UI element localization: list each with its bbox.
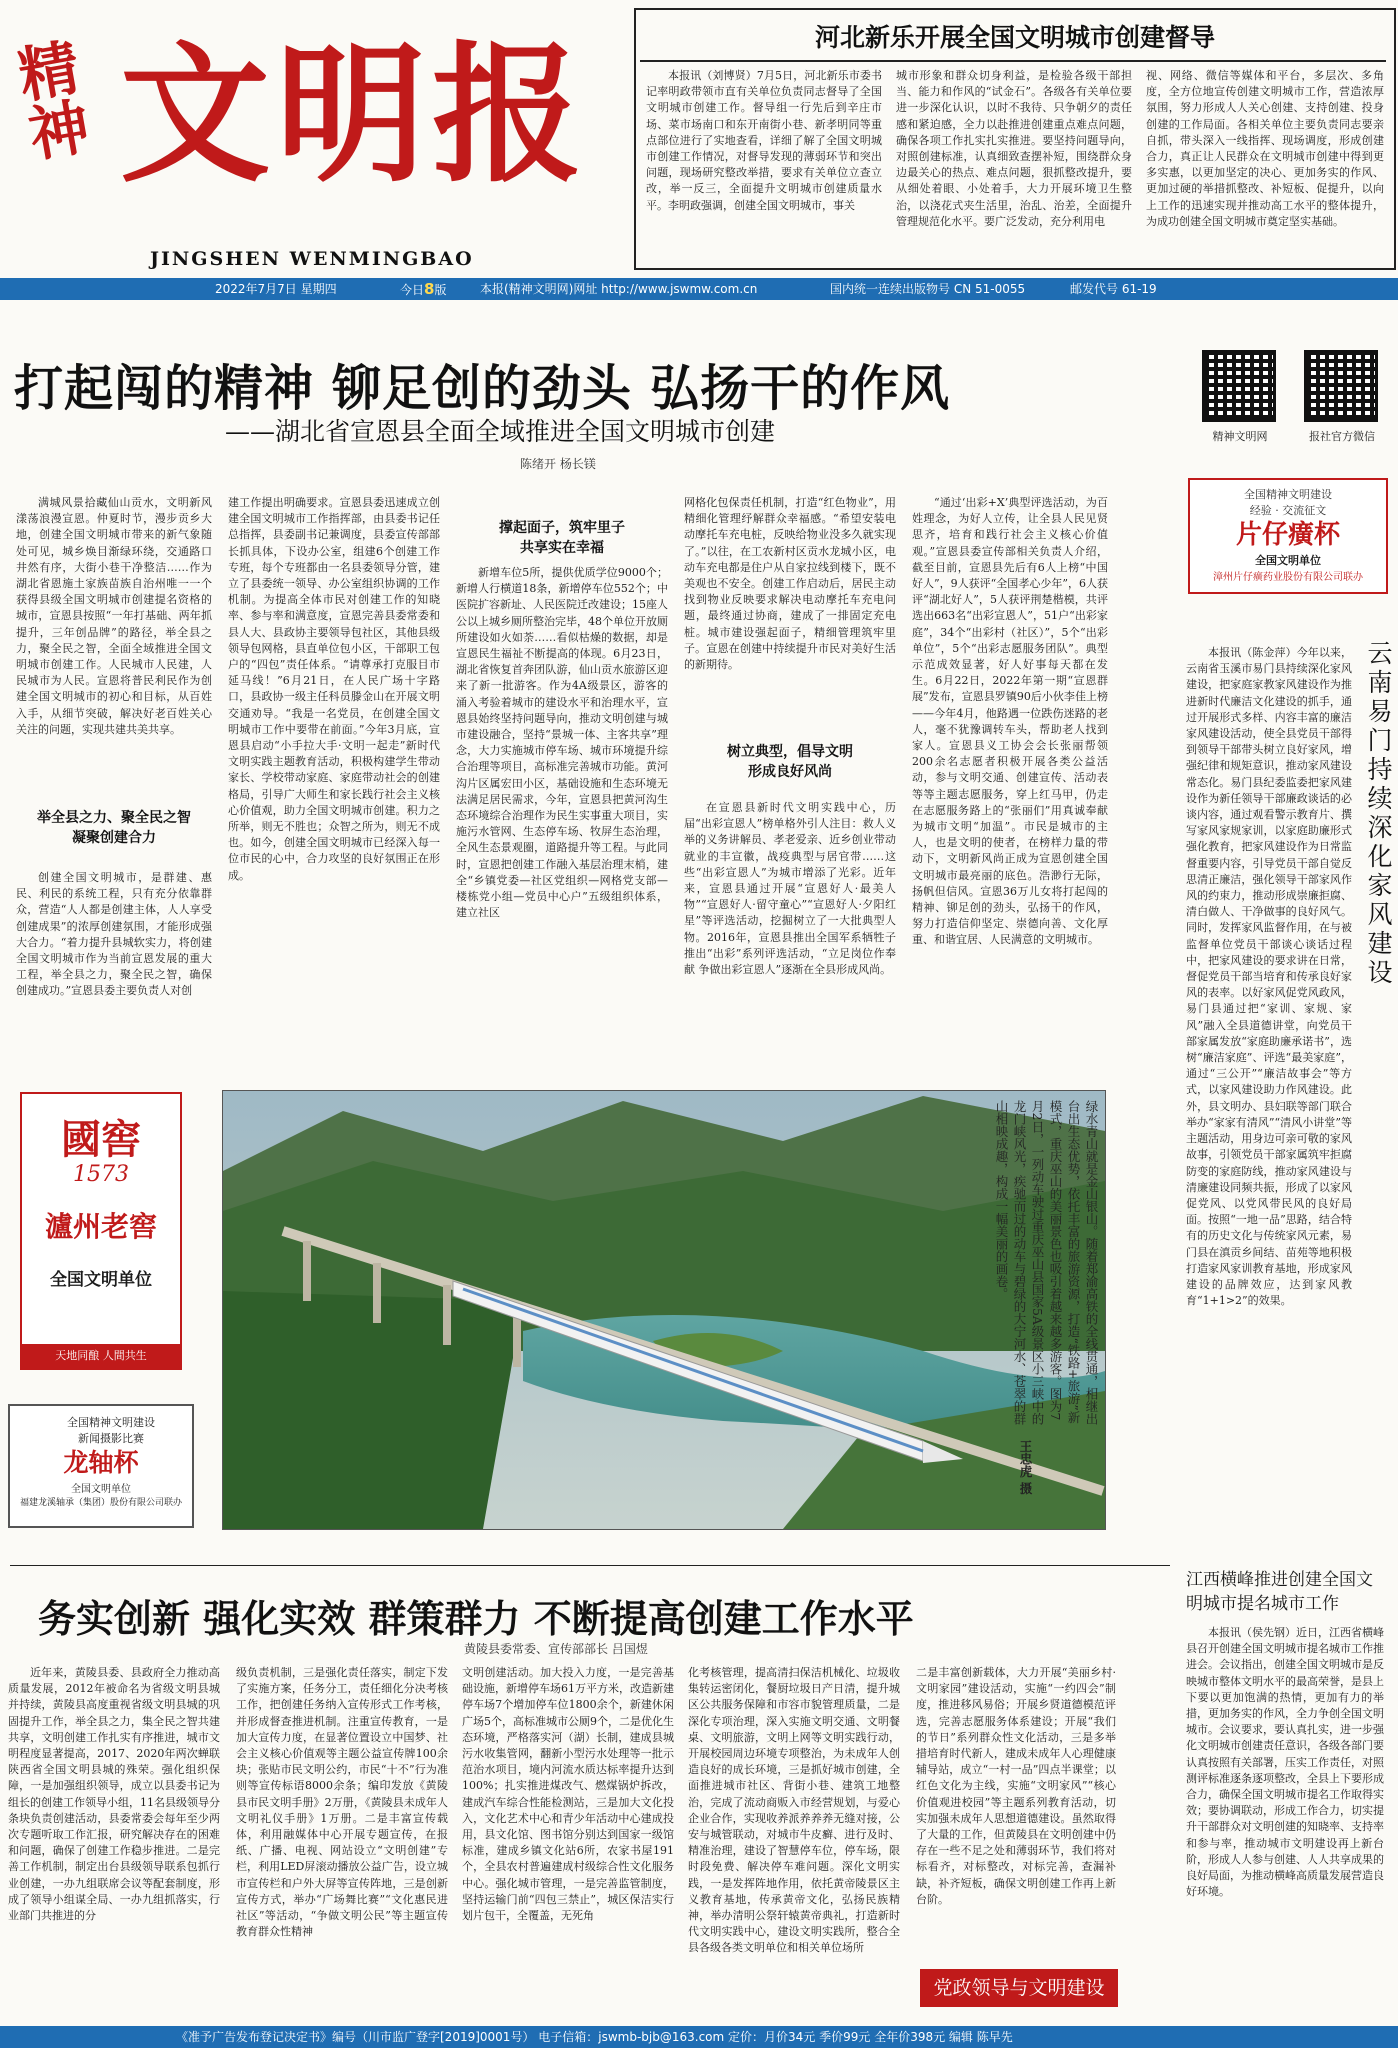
lead-subhead-2: 撑起面子，筑牢里子 共享实在幸福 <box>499 520 625 556</box>
pianzihuang-ad[interactable]: 全国精神文明建设 经验 · 交流征文 片仔癀杯 全国文明单位 漳州片仔癀药业股份有限公司联办 <box>1188 478 1388 594</box>
masthead-pinyin: JINGSHEN WENMINGBAO <box>150 248 474 270</box>
second-col-2: 级负责机制，三是强化责任落实，制定下发了实施方案，任务分工，责任细化分决考核工作，把创建任务纳入宣传形式工作考核，并形成督查推进机制。注重宣传教育，一是加大宣传力度，在显著位置设立中国梦、社会主义核心价值观等主题公益宣传牌100余块；张贴市民文明公约，市民“十不”行为准则等宣传标语8000余条；编印发放《黄陵县市民文明手册》2万册，《黄陵县未成年人文明礼仪手册》1万册。二是丰富宣传载体，利用融媒体中心开展专题宣传，在报纸、广播、电视、网站设立“文明创建”专栏，利用LED屏滚动播放公益广告，设立城市宣传栏和户外大屏等宣传阵地，三是创新宣传方式，举办“广场舞比赛”“文化惠民进社区”等活动，“争做文明公民”等主题宣传教育群众性精神 <box>236 1666 448 1939</box>
lead-byline: 陈绪开 杨长镁 <box>520 457 596 471</box>
lead-col-4b: 在宣恩县新时代文明实践中心，历届“出彩宣恩人”榜单格外引人注目：救人义举的义务讲解员、孝老爱亲、近乡创业带动就业的丰宣徽，战疫典型与居官带……这些“出彩宣恩人”为城市增添了光彩。近年来，宣恩县通过开展“宣恩好人·最美人物”“宣恩好人·留守童心”“宣恩好人·夕阳红星”等评选活动，挖掘树立了一大批典型人物。2016年，宣恩县推出全国军系牺牲子推出“出彩”系列评选活动，“立足岗位作奉献 争做出彩宣恩人”逐渐在全县形成风尚。 <box>684 801 896 977</box>
jiangxi-body: 本报讯（侯先钢）近日，江西省横峰县召开创建全国文明城市提名城市工作推进会。会议指出，创建全国文明城市是反映城市整体文明水平的最高荣誉，是县上下要以更加饱满的热情，更加有力的举措，更加务实的作风，全力争创全国文明城市。会议要求，要认真扎实，进一步强化文明城市创建责任意识，各级各部门要认真按照有关部署，压实工作责任，对照测评标准逐条逐项整改，全县上下要形成合力，确保全国文明城市提名工作取得实效；要协调联动，形成工作合力，切实提升干部群众对文明创建的知晓率、支持率和参与率，推动城市文明建设再上新台阶，形成人人参与创建、人人共享成果的良好局面，为推动横峰高质量发展营造良好环境。 <box>1186 1626 1384 1899</box>
second-byline: 黄陵县委常委、宣传部部长 吕国煜 <box>464 1642 648 1656</box>
masthead-vertical-logo: 精神 <box>3 34 94 166</box>
cn-number: 国内统一连续出版物号 CN 51-0055 <box>830 282 1026 296</box>
second-col-4: 化考核管理，提高清扫保洁机械化、垃圾收集转运密闭化，餐厨垃圾日产日清，提升城区公共服务保障和市容市貌管理质量，二是深化专项治理，深入实施文明交通、文明餐桌、文明旅游，文明上网等文明实践行动，开展校园周边环境专项整治，为未成年人创造良好的成长环境，三是抓好城市创建，全面推进城市社区、背街小巷、建筑工地整治，完成了流动商贩入市经营规划，与爱心企业合作，实现收养派养养养无缝对接，公安与城管联动，对城市牛皮癣、进行及时、精准治理，建设了智慧停车位，停车场，限时段免费、解决停车难问题。深化文明实践，一是发挥阵地作用，依托黄帝陵景区主义教育基地，传承黄帝文化，弘扬民族精神，举办清明公祭轩辕黄帝典礼，打造新时代文明实践中心，建设文明实践所，整合全县各级各类文明单位和相关单位场所 <box>688 1666 900 1955</box>
top-story-col-3: 视、网络、微信等媒体和平台，多层次、多角度，全方位地宣传创建文明城市工作，营造浓厚氛围，努力形成人人关心创建、支持创建、投身创建的工作局面。各相关单位主要负责同志要亲自抓，带头深入一线指挥、现场调度，形成创建合力，真正让人民群众在文明城市创建中得到更多实惠，以更加坚定的决心、更加务实的作风、更加过硬的举措抓整改、补短板、促提升，以向上工作的迅速实现并推动高工水平的整体提升，为成功创建全国文明城市奠定坚实基础。 <box>1146 69 1384 228</box>
guojiao-logo: 國窖 <box>61 1116 141 1163</box>
issue-date: 2022年7月7日 星期四 <box>215 282 337 296</box>
qr-code-website[interactable] <box>1202 350 1276 422</box>
second-col-1: 近年来，黄陵县委、县政府全力推动高质量发展，2012年被命名为省级文明县城并持续，黄陵县高度重视省级文明县城的巩固提升工作，举全县之力，集全民之智共建共享，文明创建工作扎实有序推进，城市文明程度显著提高，2017、2020年两次蝉联陕西省全国文明县城的殊荣。强化组织保障，一是加强组织领导，成立以县委书记为组长的创建工作领导小组，11名县级领导分条块负责创建活动，县委常委会每年至少两次专题听取工作汇报，研究解决存在的困难和问题，确保了创建工作稳步推进。二是完善工作机制，制定出台县级领导联系包抓行业创建，一办九组联席会议等配套制度，形成了领导小组谋全局、一办九组抓落实，行业部门共推进的分 <box>8 1666 220 1923</box>
longzhou-ad[interactable]: 全国精神文明建设 新闻摄影比赛 龙轴杯 全国文明单位 福建龙溪轴承（集团）股份有限公司联办 <box>8 1404 194 1528</box>
pages-count: 今日8版 <box>400 280 447 298</box>
second-col-3: 文明创建活动。加大投入力度，一是完善基础设施，新增停车场61万平方米，改造新建停车场7个增加停车位1800余个，新建休闲广场5个，高标准城市公厕9个，二是优化生态环境，严格落实河（湖）长制，建成县城污水收集管网，翻新小型污水处理等一批示范治水项目，境内河流水质达标率提升达到100%；扎实推进煤改气、燃煤锅炉拆改，建成汽车综合性能检测站，三是加大文化投入，文化艺术中心和青少年活动中心建成投用，县文化馆、图书馆分别达到国家一级馆标准，建成乡镇文化站6所，农家书屋191个，全县农村普遍建成村级综合性文化服务中心。强化城市管理，一是完善监管制度，坚持运输门前“四包三禁止”，城区保洁实行划片包干，全覆盖，无死角 <box>462 1666 674 1923</box>
top-story-col-2: 城市形象和群众切身利益，是检验各级干部担当、能力和作风的“试金石”。各级各有关单位要进一步深化认识，以时不我待、只争朝夕的责任感和紧迫感，全力以赴推进创建重点难点问题，确保各项工作扎实扎实推进。要坚持问题导向，对照创建标准，认真细致查摆补短，围绕群众身边最关心的热点、难点问题，狠抓整改提升，要从细处着眼、小处着手，大力开展环境卫生整治，以浇花式夹生活里，治乱、治差，全面提升管理规范化水平。要广泛发动，充分利用电 <box>896 69 1132 228</box>
lead-col-5: “通过‘出彩+X’典型评选活动，为百姓理念，为好人立传，让全县人民见贤思齐，培育和践行社会主义核心价值观。”宣恩县委宣传部相关负责人介绍，截至目前，宣恩县先后有6人上榜“中国好人”，9人获评“全国孝心少年”，6人获评“湖北好人”，5人获评荆楚楷模，共评选出663名“出彩宣恩人”，51户“出彩家庭”，34个“出彩村（社区）”，5个“出彩单位”，5个“出彩志愿服务团队”。典型示范成效显著，好人好事每天都在发生。6月22日，2022年第一期“宣恩群展”发布，宣恩县罗镇90后小伙李佳上榜——今年4月，他路遇一位跌伤迷路的老人，毫不犹豫调转车头，帮助老人找到家人。宣恩县义工协会会长张丽帮领200余名志愿者积极开展各类公益活动，参与文明交通、创建宣传、活动表等等主题志愿服务，穿上红马甲，仍走在志愿服务路上的“张丽们”用真诚奉献为城市文明“加温”。市民是城市的主人，也是文明的使者，在榜样力量的带动下，文明新风尚正成为宣恩创建全国文明城市最亮丽的底色。浩渺行无际，扬帆但信风。宣恩36万儿女将打起闯的精神、铆足创的劲头，弘扬干的作风，努力打造信仰坚定、崇德向善、文化厚重、和谐宜居、人民满意的文明城市。 <box>912 496 1108 947</box>
top-story-box <box>634 8 1396 270</box>
photo-caption: 绿水青山就是金山银山。随着郑渝高铁的全线贯通，相继出台出生态优势，依托丰富的旅游资源，打造“铁路+旅游”新模式，重庆巫山的美丽景色也吸引着越来越多游客。图为7月2日，一列动车驶过重庆巫山县国家5A级景区小三峡中的龙门峡风光，疾驰而过的动车与碧绿的大宁河水、苍翠的群山相映成趣，构成一幅美丽的画卷。 <box>994 1100 1099 1425</box>
photo-credit: 王忠虎 摄 <box>1018 1440 1033 1495</box>
side-story-body: 本报讯（陈金萍）今年以来，云南省玉溪市易门县持续深化家风建设，把家庭家教家风建设作为推进新时代廉洁文化建设的抓手，通过开展形式多样、内容丰富的廉洁家风建设活动，使全县党员干部得到领导干部带头树立良好家风，增强纪律和规矩意识，推动家风建设常态化。易门县纪委监委把家风建设作为新任领导干部廉政谈话的必谈内容，通过观看警示教育片、撰写家风家规家训，以家庭助廉形式强化教育，把家风建设作为日常监督重要内容，引导党员干部自觉反思清正廉洁，强化领导干部家风作风的约束力，推动形成崇廉拒腐、清白做人、干净做事的良好风气。同时，发挥家风监督作用，在与被监督单位党员干部谈心谈话过程中，把家风建设的要求讲在日常，督促党员干部当培育和传承良好家风的表率。以好家风促党风政风，易门县通过把“家训、家规、家风”融入全县道德讲堂，向党员干部家属发放“家庭助廉承诺书”，选树“廉洁家庭”、评选“最美家庭”，通过“三公开”“廉洁故事会”等方式，以家风建设助力作风建设。此外，县文明办、县妇联等部门联合举办“家家有清风”“清风小讲堂”等主题活动，用身边可亲可敬的家风故事，引领党员干部家属筑牢拒腐防变的家庭防线，推动家风建设与清廉建设同频共振，形成了以家风促党风、以党风带民风的良好局面。按照“一地一品”思路，结合特有的历史文化与传统家风元素，易门县在滇贡乡间结、苗苑等地积极打造家风家训教育基地，形成家风建设的品牌效应，达到家风教育“1+1>2”的效果。 <box>1186 646 1352 1308</box>
postal-code: 邮发代号 61-19 <box>1070 282 1157 296</box>
luzhou-laojiao-ad[interactable]: 國窖 1573 瀘州老窖 全国文明单位 天地同酿 人間共生 <box>20 1092 182 1370</box>
top-story-col-1: 本报讯（刘博贤）7月5日，河北新乐市委书记率明政带领市直有关单位负责同志督导了全国文明城市创建工作。督导组一行先后到辛庄市场、菜市场南口和东开南街小巷、新孝明同等重点部位进行了实地查看，详细了解了全国文明城市创建工作情况，对督导发现的薄弱环节和突出问题，现场研究整改举措，要求有关单位立查立改，举一反三，全面提升文明城市创建质量水平。李明政强调，创建全国文明城市，事关 <box>646 69 882 212</box>
second-col-5: 二是丰富创新载体，大力开展“美丽乡村·文明家园”建设活动，实施“一约四会”制度，推进移风易俗；开展乡贤道德模范评选，完善志愿服务体系建设；开展“我们的节日”系列群众性文化活动，三是多举措培育时代新人，建成未成年人心理健康辅导站，成立“一村一品”四点半课堂；以红色文化为主线，实施“文明家风”“核心价值观进校园”等主题系列教育活动，切实加强未成年人思想道德建设。虽然取得了大量的工作，但黄陵县在文明创建中仍存在一些不足之处和薄弱环节，我们将对标看齐，对标整改，对标完善，查漏补缺，补齐短板，确保文明创建工作再上新台阶。 <box>916 1666 1116 1906</box>
lead-col-4: 网格化包保责任机制，打造“红色物业”，用精细化管理纾解群众幸福感。“希望安装电动摩托车充电桩，反映给物业没多久就实现了。”以往，在工农新村区贡水龙城小区，电动车充电都是住户从自家拉线到楼下，既不美观也不安全。创建工作启动后，居民主动找到物业反映要求解决电动摩托车充电问题，最终通过协商，建成了一排固定充电桩。城市建设强起面子，精细管理筑牢里子。宣恩在创建中持续提升市民对美好生活的新期待。 <box>684 496 896 672</box>
lead-col-2: 建工作提出明确要求。宣恩县委迅速成立创建全国文明城市工作指挥部，由县委书记任总指挥，县委副书记兼调度，县委宣传部部长抓具体，下设办公室，组建6个创建工作专班，每个专班都由一名县委领导分管，建立了县委统一领导、办公室组织协调的工作机制。为提高全体市民对创建工作的知晓率、参与率和满意度，宣恩完善县委常委和县人大、县政协主要领导包社区，其他县级领导包网格，县直单位包小区，干部职工包户的“四包”责任体系。“请尊承打克服目市延马线！”6月21日，在人民广场十字路口，县政协一级主任科员滕金山在开展文明交通劝导。“我是一名党员，在创建全国文明城市工作中要带在前面。”今年3月底，宣恩县启动“小手拉大手·文明一起走”新时代文明实践主题教育活动，积极构建学生带动家长、学校带动家庭、家庭带动社会的创建格局，引导广大师生和家长践行社会主义核心价值观，助力全国文明城市创建。积力之所举，则无不胜也；众智之所为，则无不成也。如今，创建全国文明城市已经深入每一位市民的心中，合力攻坚的良好氛围正在形成。 <box>228 496 440 882</box>
qr-label-website: 精神文明网 <box>1212 430 1268 443</box>
side-story-title: 云南易门持续深化家风建设 <box>1364 640 1393 988</box>
jiangxi-title: 江西横峰推进创建全国文明城市提名城市工作 <box>1186 1570 1373 1614</box>
ad-brand: 片仔癀杯 <box>1235 520 1340 550</box>
lead-subheadline: ——湖北省宣恩县全面全域推进全国文明城市创建 <box>225 417 776 446</box>
lead-col-3: 新增车位5所，提供优质学位9000个；新增人行横道18条，新增停车位552个；中医院扩容新址、人民医院迁改建设；15座人公以上城乡厕所整治完毕，48个单位开放厕所建设如火如荼……看似枯燥的数据，却是宣恩民生福祉不断提高的体现。6月23日，湖北省恢复首奔团队游，仙山贡水旅游区迎来了新一批游客。作为4A级景区，游客的涌入考验着城市的建设水平和治理水平，宣恩县始终坚持问题导向，推动文明创建与城市建设融合，坚持“景城一体、主客共享”理念，大力实施城市停车场、城市环境提升综合治理等项目，高标准完善城市功能。黄河沟片区属宏田小区，基础设施和生态环境无法满足居民需求，今年，宣恩县把黄河沟生态环境综合治理作为民生实事重大项目，实施污水管网、生态停车场、牧屏生态治理，全风生态景观圈，道路提升等工程。与此同时，宣恩把创建工作融入基层治理末梢，建全“乡镇党委—社区党组织—网格党支部—楼栋党小组—党员中心户”五级组织体系，建立社区 <box>456 566 668 920</box>
masthead-title: 文明报 <box>120 27 589 203</box>
lead-subhead-1: 举全县之力、聚全民之智 凝聚创建合力 <box>37 810 191 846</box>
longzhou-brand: 龙轴杯 <box>63 1448 139 1477</box>
photo-illustration <box>223 1091 1105 1529</box>
lead-col-1b: 创建全国文明城市，是群建、惠民、利民的系统工程，只有充分依靠群众，营造“人人都是创建主体，人人享受创建成果”的浓厚创建氛围，才能形成强大合力。“着力提升县城软实力，将创建全国文明城市作为当前宣恩发展的重大工程，举全县之力，聚全民之智，确保创建成功。”宣恩县委主要负责人对创 <box>16 871 212 998</box>
second-headline: 务实创新 强化实效 群策群力 不断提高创建工作水平 <box>38 1597 914 1641</box>
lead-headline: 打起闯的精神 铆足创的劲头 弘扬干的作风 <box>14 360 951 417</box>
lead-col-1: 满城风景拾藏仙山贡水，文明新风漾荡浪漫宣恩。仲夏时节，漫步贡乡大地，创建全国文明城市带来的新气象随处可见，城乡焕目渐绿环绕，交通路口井然有序，大街小巷干净整洁……作为湖北省恩施土家族苗族自治州唯一一个获得县级全国文明城市创建提名资格的城市，宣恩县按照“一年打基础、两年抓提升，三年创品牌”的路径，举全县之力，聚全民之智，全面全域推进全国文明城市创建工作。人民城市人民建，人民城市为人民。宣恩将普民利民作为创建全国文明城市的初心和目标，从百姓入手，从细节突破，解决好老百姓关心关注的问题，实现共建共美共享。 <box>16 496 212 736</box>
section-label: 党政领导与文明建设 <box>920 1969 1118 2007</box>
footer-text: 《准予广告发布登记决定书》编号（川市监广登字[2019]0001号） 电子信箱：jswmb-bjb@163.com 定价：月价34元 季价99元 全年价398元 编辑 陈早先 <box>176 2030 1013 2044</box>
footer-bar <box>0 2026 1398 2048</box>
top-story-title: 河北新乐开展全国文明城市创建督导 <box>814 23 1215 52</box>
qr-label-wechat: 报社官方微信 <box>1309 430 1375 443</box>
train-photo <box>222 1090 1106 1530</box>
issue-info-bar <box>0 278 1398 300</box>
site-url[interactable]: 本报(精神文明网)网址 http://www.jswmw.com.cn <box>480 282 758 296</box>
qr-code-wechat[interactable] <box>1304 350 1378 422</box>
luzhou-brand: 瀘州老窖 <box>44 1210 157 1243</box>
lead-subhead-3: 树立典型，倡导文明 形成良好风尚 <box>727 744 853 780</box>
